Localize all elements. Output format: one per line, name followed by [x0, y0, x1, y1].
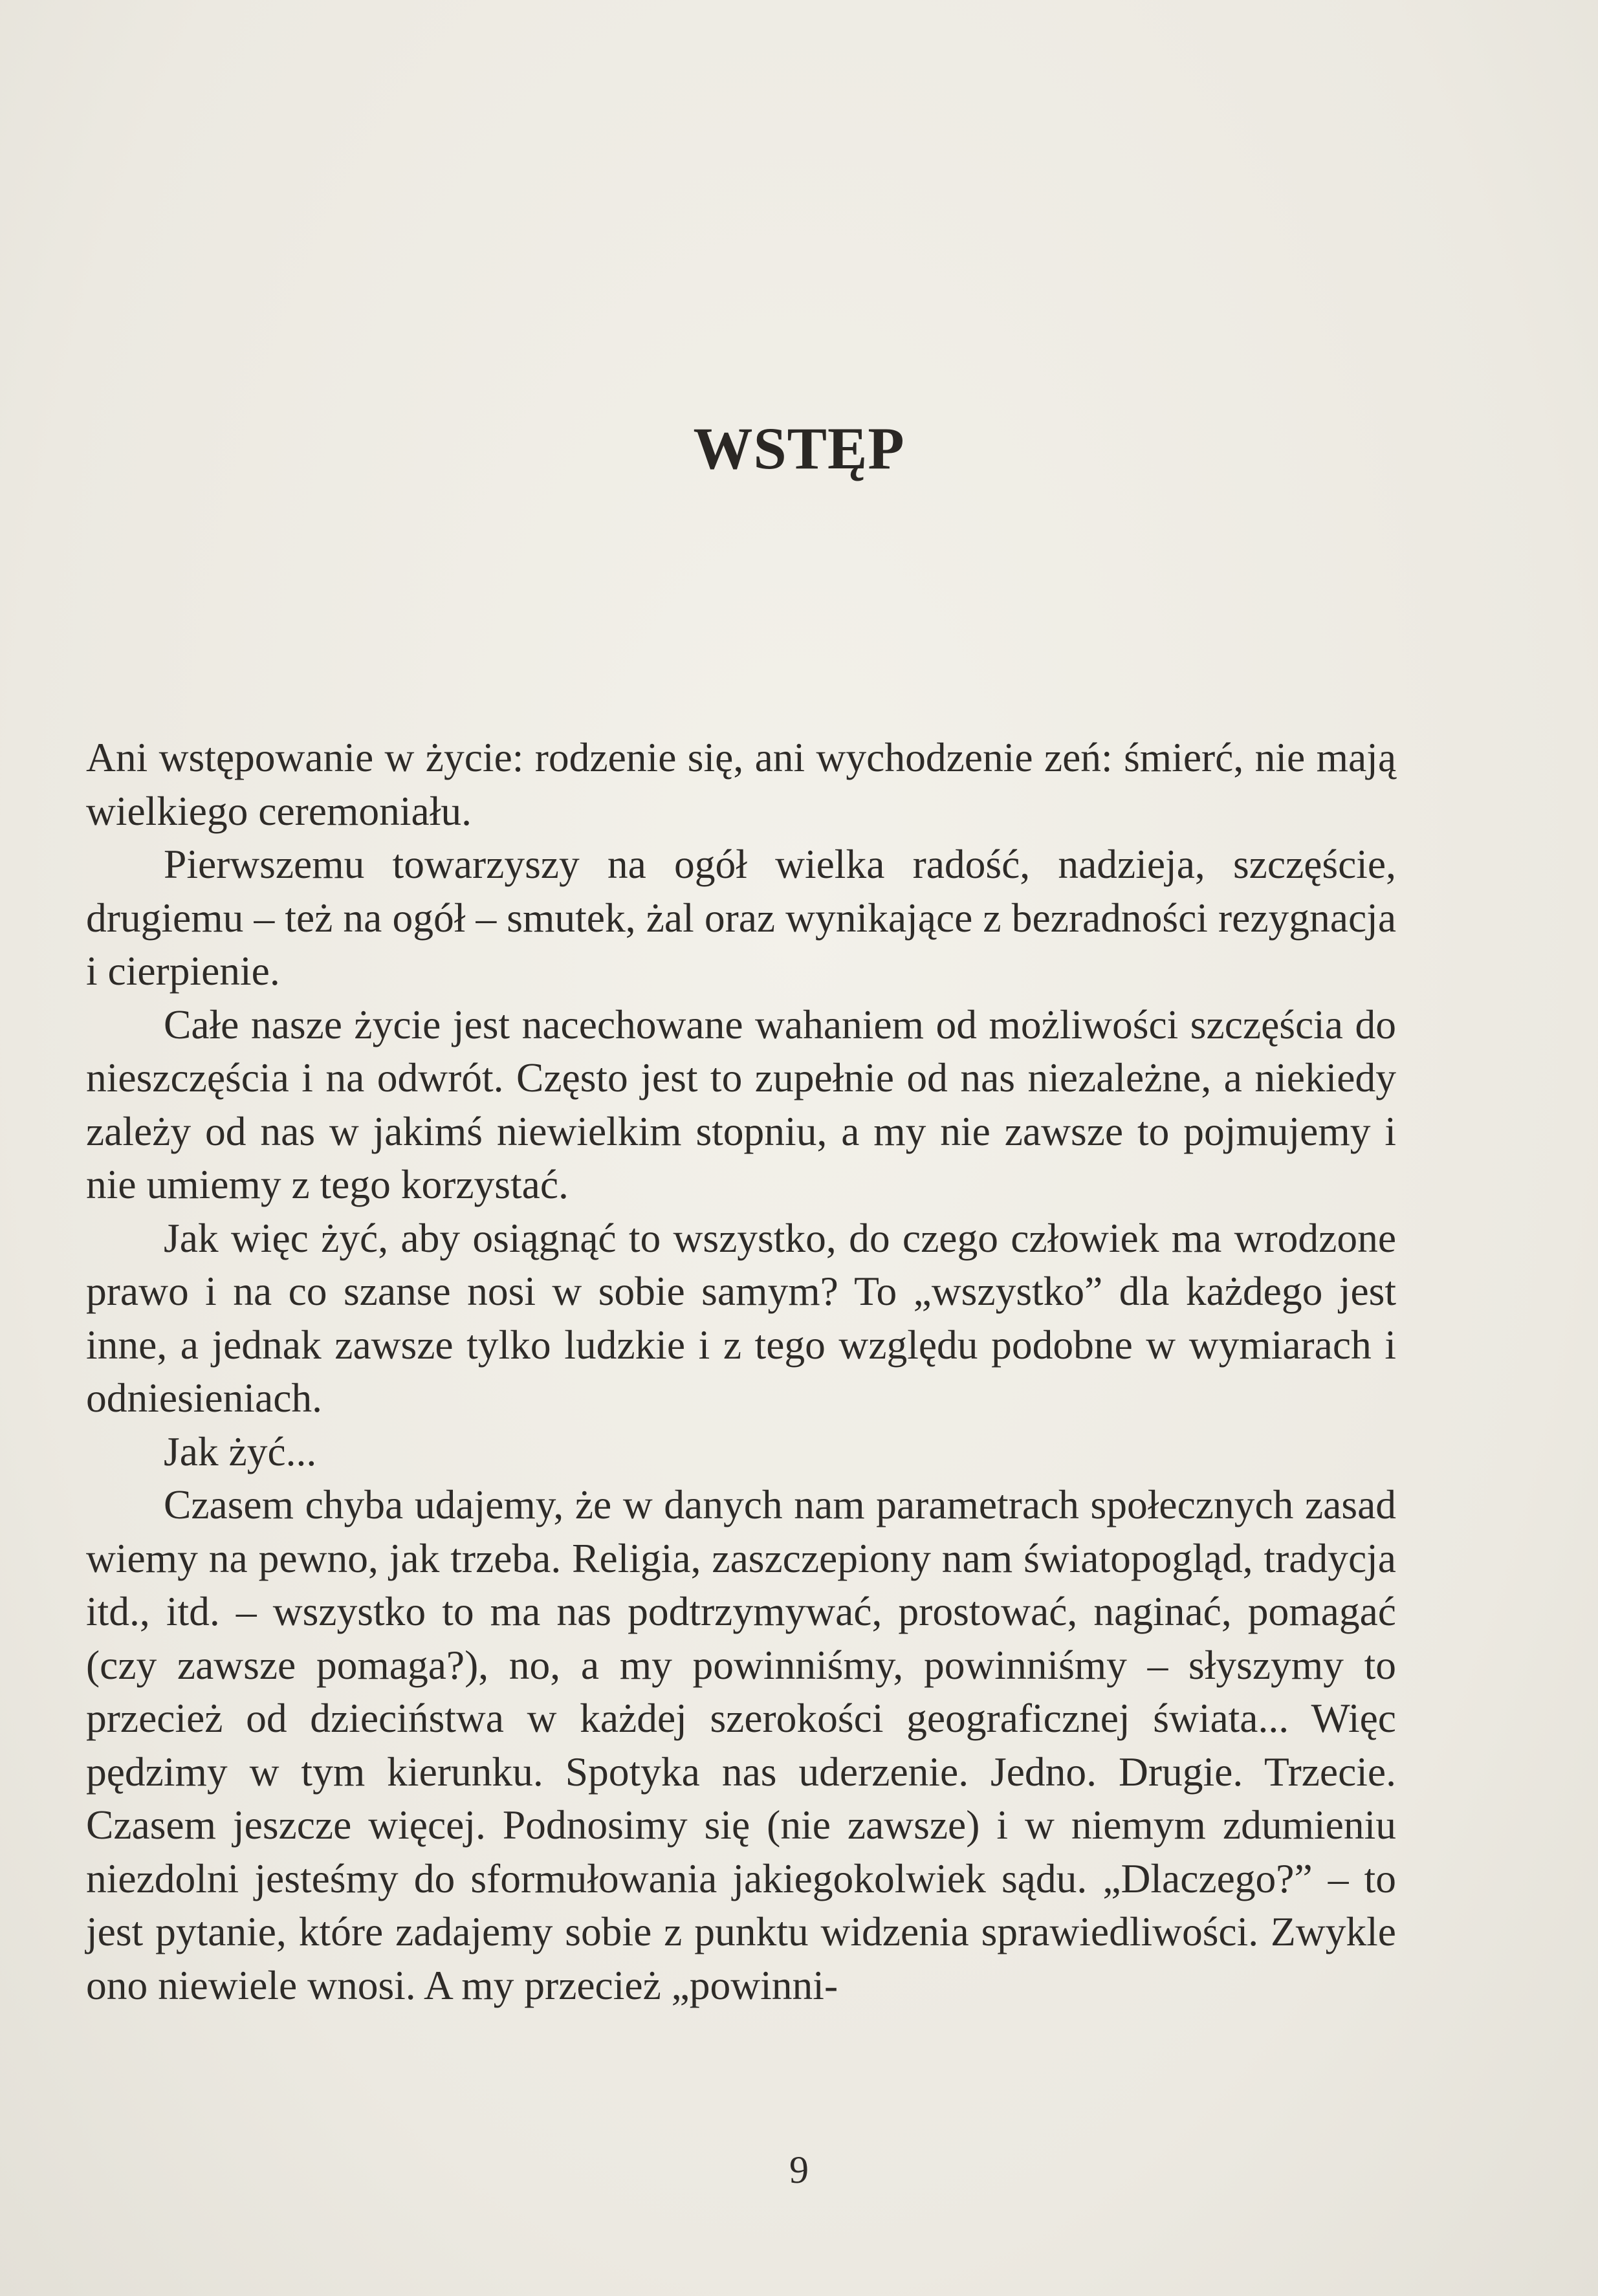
body-text	[86, 731, 1396, 2012]
paragraph-2: Pierwszemu towarzyszy na ogół wielka radość, nadzieja, szczęście, drugiemu – też na ogół – smutek, żal oraz wynikające z bezradności rezygnacja i cierpienie.	[86, 841, 1396, 994]
paragraph-3: Całe nasze życie jest nacechowane wahaniem od możliwości szczęścia do nieszczęścia i na odwrót. Często jest to zupełnie od nas niezależne, a niekiedy zależy od nas w jakimś niewielkim stopniu, a my nie zawsze to pojmujemy i nie umiemy z tego korzystać.	[86, 1001, 1396, 1207]
chapter-title: WSTĘP	[693, 415, 905, 481]
bleed-through-texture: ​ᅠ ᅠ ᅠ ᅠ ᅠ ᅠ ᅠ ᅠ ᅠ ᅠ ᅠ ᅠ ᅠ ᅠ ᅠ ᅠ ᅠ ᅠ ᅠ ᅠ ᅠ ᅠ ᅠ ᅠ ᅠ ᅠ ᅠ ᅠ ᅠ ᅠ	[87, 199, 1401, 294]
page-number: 9	[789, 2148, 809, 2191]
paragraph-4: Jak więc żyć, aby osiągnąć to wszystko, do czego człowiek ma wrodzone prawo i na co szanse nosi w sobie samym? To „wszystko” dla każdego jest inne, a jednak zawsze tylko ludzkie i z tego względu podobne w wymiarach i odniesieniach.	[86, 1214, 1396, 1421]
paragraph-5: Jak żyć...	[164, 1428, 317, 1474]
paragraph-1: Ani wstępowanie w życie: rodzenie się, ani wychodzenie zeń: śmierć, nie mają wielkiego ceremoniału.	[86, 734, 1396, 834]
paragraph-6: Czasem chyba udajemy, że w danych nam parametrach społecznych zasad wiemy na pewno, jak trzeba. Religia, zaszczepiony nam światopogląd, tradycja itd., itd. – wszystko to ma nas podtrzymywać, prostować, naginać, pomagać (czy zawsze pomaga?), no, a my powinniśmy, powinniśmy – słyszymy to przecież od dzieciństwa w każdej szerokości geograficznej świata... Więc pędzimy w tym kierunku. Spotyka nas uderzenie. Jedno. Drugie. Trzecie. Czasem jeszcze więcej. Podnosimy się (nie zawsze) i w niemym zdumieniu niezdolni jesteśmy do sformułowania jakiegokolwiek sądu. „Dlaczego?” – to jest pytanie, które zadajemy sobie z punktu widzenia sprawiedliwości. Zwykle ono niewiele wnosi. A my przecież „powinni-	[86, 1481, 1396, 2008]
